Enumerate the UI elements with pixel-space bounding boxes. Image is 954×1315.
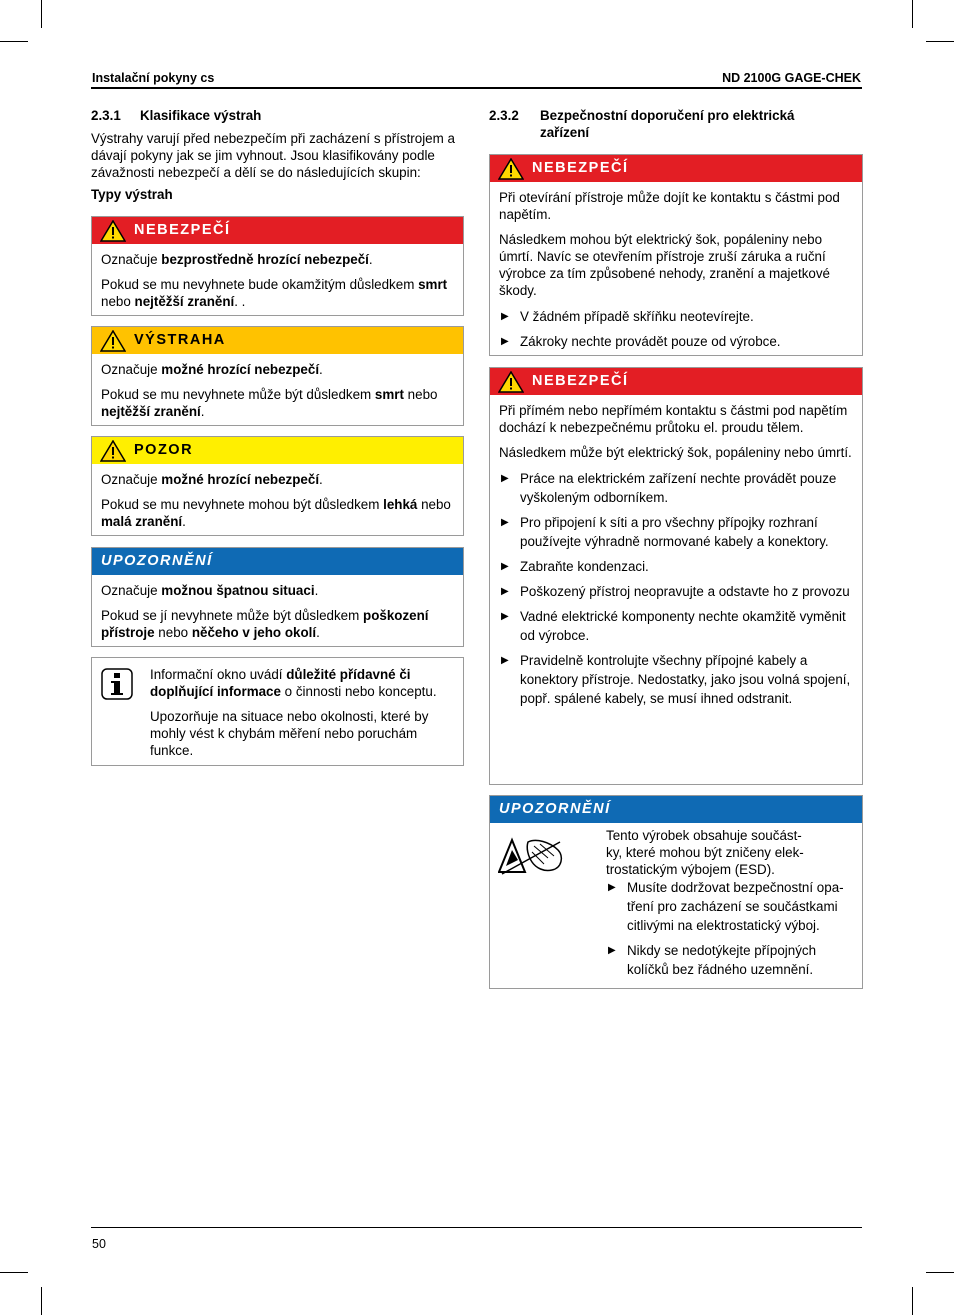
text: Pokud se mu nevyhnete bude okamžitým důsledkem (101, 277, 419, 292)
list-item (499, 582, 853, 601)
bullet-triangle-icon: ▶ (501, 517, 509, 528)
bullet-triangle-icon: ▶ (501, 311, 509, 322)
text: nebo (154, 625, 192, 640)
text: o činnosti nebo konceptu. (280, 684, 437, 699)
section-number: 2.3.2 (489, 108, 519, 123)
emphasis: bezprostředně hrozící nebezpečí (161, 252, 369, 267)
danger-box-contact (489, 367, 863, 785)
list-item (499, 651, 853, 708)
warning-triangle-icon (498, 371, 524, 393)
list-item (499, 469, 853, 507)
section-title: Klasifikace výstrah (140, 108, 262, 123)
list-item-text: Pravidelně kontrolujte všechny přípojné kabely a konektory přístroje. Nedostatky, jako jsou volná spojení, popř. spálené kabely, se musí ihned odstranit. (520, 653, 851, 706)
esd-line-2: ky, které mohou být zničeny elek- (606, 845, 804, 860)
list-item (499, 607, 853, 645)
running-header-left: Instalační pokyny cs (92, 71, 215, 85)
notice-box-esd (489, 795, 863, 989)
bullet-triangle-icon: ▶ (501, 336, 509, 347)
running-header-right: ND 2100G GAGE-CHEK (722, 71, 861, 85)
bullet-triangle-icon: ▶ (501, 611, 509, 622)
bullet-triangle-icon: ▶ (501, 561, 509, 572)
caution-label: POZOR (134, 442, 194, 458)
warning-triangle-icon (498, 158, 524, 180)
section-title-line-2: zařízení (540, 125, 590, 140)
danger-label: NEBEZPEČÍ (134, 222, 231, 238)
danger-box-opening (489, 154, 863, 356)
esd-line-1: Tento výrobek obsahuje součást- (606, 828, 802, 843)
list-item (499, 513, 853, 551)
text: . (368, 252, 373, 267)
text: . (316, 625, 320, 640)
warning-triangle-icon (100, 440, 126, 462)
danger-bar (92, 217, 463, 244)
text: Označuje (101, 472, 162, 487)
warning-bar (92, 327, 463, 354)
crop-mark (41, 0, 42, 28)
list-item-text: Vadné elektrické komponenty nechte okamžitě vyměnit od výrobce. (520, 609, 846, 643)
caution-bar (92, 437, 463, 464)
warning-box (91, 326, 464, 426)
header-rule (91, 87, 862, 89)
emphasis: smrt (418, 277, 448, 292)
caution-box (91, 436, 464, 536)
emphasis: něčeho v jeho okolí (191, 625, 317, 640)
emphasis: poškození přístroje (101, 608, 429, 640)
section-title-line-1: Bezpečnostní doporučení pro elektrická (540, 108, 795, 123)
danger-paragraph-1: Při otevírání přístroje může dojít ke kontaktu s částmi pod napětím. (499, 190, 840, 222)
esd-line-3: trostatickým výbojem (ESD). (606, 862, 775, 877)
text: Pokud se mu nevyhnete mohou být důsledkem (101, 497, 384, 512)
bullet-triangle-icon: ▶ (501, 586, 509, 597)
emphasis: lehká (383, 497, 418, 512)
list-item-text: Pro připojení k síti a pro všechny přípojky rozhraní používejte výhradně normované kabely a konektory. (520, 515, 829, 549)
list-item (499, 307, 853, 326)
section-number: 2.3.1 (91, 108, 121, 123)
emphasis: nejtěžší zranění (134, 294, 235, 309)
esd-list (606, 878, 856, 979)
emphasis: malá zranění (101, 514, 183, 529)
section-heading-2-3-1 (91, 107, 261, 124)
text: nebo (417, 497, 451, 512)
danger-bar (490, 155, 862, 182)
emphasis: možnou špatnou situaci (161, 583, 315, 598)
caution-line-2 (101, 496, 454, 530)
info-icon (101, 668, 133, 700)
text: Označuje (101, 252, 162, 267)
list-item-text: Zákroky nechte provádět pouze od výrobce. (520, 334, 781, 349)
crop-mark (0, 1272, 28, 1273)
danger-list (499, 469, 853, 708)
bullet-triangle-icon: ▶ (501, 473, 509, 484)
notice-line-1 (101, 582, 454, 599)
info-line-1 (150, 666, 456, 700)
emphasis: nejtěžší zranění (101, 404, 201, 419)
crop-mark (0, 41, 28, 42)
danger-label: NEBEZPEČÍ (532, 160, 629, 176)
list-item (499, 332, 853, 351)
emphasis: smrt (374, 387, 404, 402)
text: nebo (403, 387, 438, 402)
list-item-text: Nikdy se nedotýkejte přípojných kolíčků bez řádného uzemnění. (627, 943, 817, 977)
bullet-triangle-icon: ▶ (501, 655, 509, 666)
emphasis: důležité přídavné či doplňující informace (150, 667, 411, 699)
section-title (540, 107, 794, 141)
list-item-text: Práce na elektrickém zařízení nechte provádět pouze vyškoleným odborníkem. (520, 471, 837, 505)
list-item-text: Zabraňte kondenzaci. (520, 559, 649, 574)
danger-line-2 (101, 276, 454, 310)
crop-mark (926, 41, 954, 42)
text: Pokud se jí nevyhnete může být důsledkem (101, 608, 364, 623)
esd-hand-icon (498, 836, 566, 876)
notice-label: UPOZORNĚNÍ (499, 801, 611, 817)
text: . (182, 514, 186, 529)
text: Označuje (101, 583, 162, 598)
text: . . (234, 294, 246, 309)
text: Označuje (101, 362, 162, 377)
bullet-triangle-icon: ▶ (608, 945, 616, 956)
notice-label: UPOZORNĚNÍ (101, 553, 213, 569)
list-item (606, 878, 856, 935)
text: . (319, 472, 323, 487)
notice-bar (92, 548, 463, 575)
notice-bar (490, 796, 862, 823)
danger-paragraph-2: Následkem mohou být elektrický šok, popáleniny nebo úmrtí. Navíc se otevřením přístroje zruší záruka a ruční výrobce za tím způsobené nehody, zranění a majetkové škody. (499, 232, 830, 298)
types-heading: Typy výstrah (91, 187, 173, 202)
warning-triangle-icon (100, 220, 126, 242)
danger-box (91, 216, 464, 316)
notice-box (91, 547, 464, 647)
crop-mark (41, 1287, 42, 1315)
section-heading-2-3-2 (489, 107, 794, 141)
info-box (91, 657, 464, 766)
emphasis: možné hrozící nebezpečí (161, 472, 320, 487)
emphasis: možné hrozící nebezpečí (161, 362, 320, 377)
danger-list (499, 307, 853, 351)
crop-mark (912, 1287, 913, 1315)
text: Pokud se mu nevyhnete může být důsledkem (101, 387, 375, 402)
intro-paragraph: Výstrahy varují před nebezpečím při zacházení s přístrojem a dávají pokyny jak se jim vyhnout. Jsou klasifikovány podle závažnosti nebezpečí a dělí se do následujících skupin: (91, 131, 455, 180)
crop-mark (912, 0, 913, 28)
text: nebo (101, 294, 135, 309)
text: Informační okno uvádí (150, 667, 287, 682)
text: . (319, 362, 323, 377)
list-item-text: Musíte dodržovat bezpečnostní opa-tření pro zacházení se součástkami citlivými na elektrostatický výboj. (627, 880, 844, 933)
danger-label: NEBEZPEČÍ (532, 373, 629, 389)
warning-triangle-icon (100, 330, 126, 352)
list-item-text: Poškozený přístroj neopravujte a odstavte ho z provozu (520, 584, 850, 599)
danger-paragraph-1: Při přímém nebo nepřímém kontaktu s částmi pod napětím dochází k nebezpečnému průtoku el. proudu tělem. (499, 403, 848, 435)
crop-mark (926, 1272, 954, 1273)
footer-rule (91, 1227, 862, 1228)
list-item (606, 941, 856, 979)
danger-bar (490, 368, 862, 395)
warning-label: VÝSTRAHA (134, 332, 226, 348)
warning-line-1 (101, 361, 454, 378)
list-item (499, 557, 853, 576)
text: . (200, 404, 205, 419)
page-number: 50 (92, 1237, 106, 1251)
notice-line-2 (101, 607, 454, 641)
text: . (314, 583, 319, 598)
bullet-triangle-icon: ▶ (608, 882, 616, 893)
warning-line-2 (101, 386, 454, 420)
danger-paragraph-2: Následkem může být elektrický šok, popáleniny nebo úmrtí. (499, 445, 852, 460)
list-item-text: V žádném případě skříňku neotevírejte. (520, 309, 754, 324)
caution-line-1 (101, 471, 454, 488)
info-line-2: Upozorňuje na situace nebo okolnosti, které by mohly vést k chybám měření nebo poruchám funkce. (150, 709, 429, 758)
danger-line-1 (101, 251, 454, 268)
